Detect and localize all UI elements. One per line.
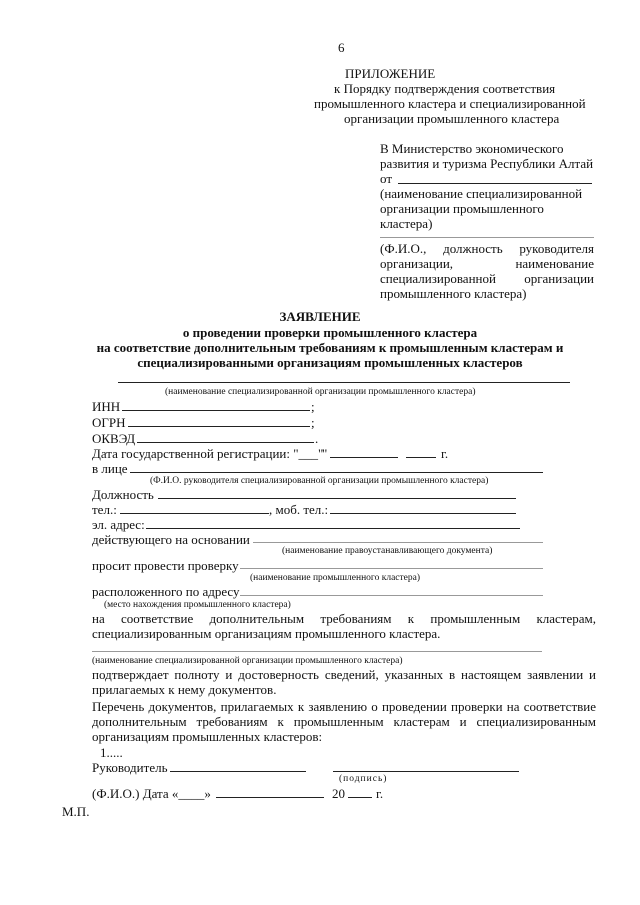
head-note: организации, наименование <box>380 256 594 271</box>
address-label: расположенного по адресу <box>92 584 240 599</box>
document-subtitle: на соответствие дополнительным требованиям к промышленным кластерам и <box>96 340 564 355</box>
appendix-line: к Порядку подтверждения соответствия <box>334 81 556 96</box>
documents-paragraph: Перечень документов, прилагаемых к заявлению о проведении проверки на соответствие дополнительным требованиям к промышленным кластерам и специализированным организациям промышленных кластеров: <box>92 699 596 744</box>
confirm-paragraph: подтверждает полноту и достоверность сведений, указанных в настоящем заявлении и прилагаемых к нему документов. <box>92 667 596 697</box>
stamp-place: М.П. <box>62 804 90 819</box>
head-note: (Ф.И.О., должность руководителя <box>380 241 594 256</box>
from-field[interactable] <box>398 183 592 184</box>
from-label: от <box>380 171 393 186</box>
compliance-text: специализированным организациям промышленного кластера. <box>92 626 441 641</box>
email-field[interactable] <box>146 528 520 529</box>
basis-field[interactable] <box>253 542 543 543</box>
phone-label: тел.: <box>92 502 117 517</box>
org-name-field[interactable] <box>118 382 570 383</box>
head-name-field[interactable] <box>170 771 306 772</box>
basis-caption: (наименование правоустанавливающего документа) <box>282 546 493 556</box>
address-field[interactable] <box>240 595 543 596</box>
person-label: в лице <box>92 461 128 476</box>
org-note: организации промышленного <box>380 201 544 216</box>
basis-label: действующего на основании <box>92 532 250 547</box>
semicolon: ; <box>311 399 315 414</box>
org-name-caption: (наименование специализированной организации промышленного кластера) <box>165 387 476 397</box>
cluster-field[interactable] <box>240 568 543 569</box>
period: . <box>315 431 319 446</box>
email-label: эл. адрес: <box>92 517 145 532</box>
year-prefix: 20 <box>332 786 345 801</box>
list-item: 1..... <box>100 745 123 760</box>
signature-caption: (подпись) <box>339 774 388 784</box>
mobile-label: , моб. тел.: <box>269 502 329 517</box>
org-note: (наименование специализированной <box>380 186 583 201</box>
page-number: 6 <box>338 40 345 55</box>
person-field[interactable] <box>130 472 543 473</box>
date-year-field[interactable] <box>348 797 372 798</box>
person-caption: (Ф.И.О. руководителя специализированной организации промышленного кластера) <box>150 476 489 486</box>
head-label: Руководитель <box>92 760 168 775</box>
document-subtitle: о проведении проверки промышленного кластера <box>182 325 478 340</box>
address-caption: (место нахождения промышленного кластера) <box>104 600 291 610</box>
inn-field[interactable] <box>122 410 310 411</box>
reg-month-field[interactable] <box>330 457 398 458</box>
head-note: специализированной организации <box>380 271 594 286</box>
reg-year-field[interactable] <box>406 457 436 458</box>
appendix-line: организации промышленного кластера <box>344 111 560 126</box>
quote: " <box>322 446 328 461</box>
addressee-ministry: развития и туризма Республики Алтай <box>380 156 594 171</box>
position-label: Должность <box>92 487 154 502</box>
appendix-title: ПРИЛОЖЕНИЕ <box>345 66 436 81</box>
ogrn-label: ОГРН <box>92 415 126 430</box>
year-suffix: г. <box>441 446 449 461</box>
reg-date-label: Дата государственной регистрации: "___" <box>92 446 324 461</box>
cluster-caption: (наименование промышленного кластера) <box>250 573 421 583</box>
okved-label: ОКВЭД <box>92 431 136 446</box>
addressee-ministry: В Министерство экономического <box>380 141 564 156</box>
document-title: ЗАЯВЛЕНИЕ <box>279 309 361 324</box>
request-label: просит провести проверку <box>92 558 239 573</box>
semicolon: ; <box>311 415 315 430</box>
head-field[interactable] <box>380 237 594 238</box>
compliance-text: на соответствие дополнительным требованиям к промышленным кластерам, <box>92 611 596 626</box>
date-month-field[interactable] <box>216 797 324 798</box>
position-field[interactable] <box>158 498 516 499</box>
year-end: г. <box>376 786 384 801</box>
ogrn-field[interactable] <box>128 426 310 427</box>
fio-date-label: (Ф.И.О.) Дата «____» <box>92 786 211 801</box>
org-note: кластера) <box>380 216 433 231</box>
org2-caption: (наименование специализированной организации промышленного кластера) <box>92 656 403 666</box>
phone-field[interactable] <box>120 513 269 514</box>
org2-field[interactable] <box>92 651 542 652</box>
mobile-field[interactable] <box>330 513 516 514</box>
okved-field[interactable] <box>137 442 314 443</box>
appendix-line: промышленного кластера и специализированной <box>314 96 586 111</box>
document-subtitle: специализированными организациям промышленных кластеров <box>137 355 523 370</box>
inn-label: ИНН <box>92 399 121 414</box>
head-note: промышленного кластера) <box>380 286 527 301</box>
signature-field[interactable] <box>333 771 519 772</box>
